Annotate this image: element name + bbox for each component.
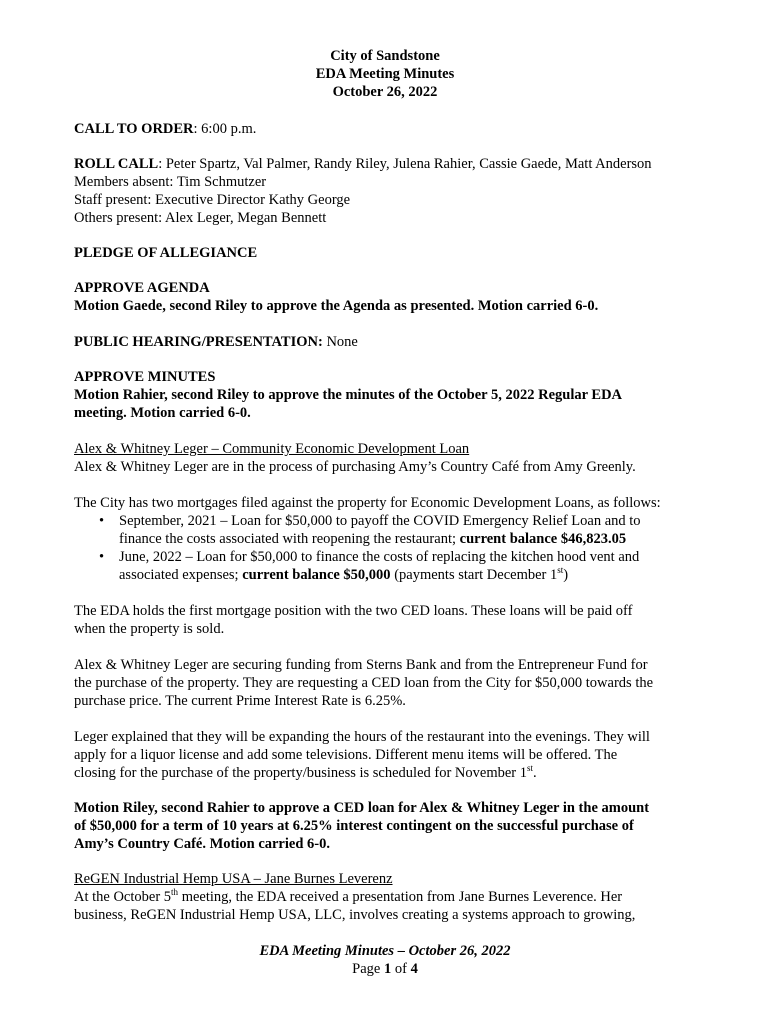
bullet2-sup: st [557,565,564,576]
footer-title: EDA Meeting Minutes – October 26, 2022 [259,943,511,959]
page-footer [0,942,770,978]
header-title: EDA Meeting Minutes [315,66,455,82]
bullet1-line2: finance the costs associated with reopening the restaurant; [119,531,460,547]
mortgages-intro: The City has two mortgages filed against the property for Economic Development Loans, as follows: [74,495,661,511]
leger-loan-motion [74,799,714,853]
call-to-order-label: CALL TO ORDER [74,121,194,137]
list-item [74,548,714,584]
approve-minutes-label: APPROVE MINUTES [74,369,216,385]
para2-line3: purchase price. The current Prime Interest Rate is 6.25%. [74,693,406,709]
bullet2-balance: current balance $50,000 [242,567,391,583]
list-item [74,512,714,548]
para3-line3: closing for the purchase of the property/business is scheduled for November 1 [74,765,528,781]
leger-motion-line1: Motion Riley, second Rahier to approve a CED loan for Alex & Whitney Leger in the amount [74,800,650,816]
regen-heading: ReGEN Industrial Hemp USA – Jane Burnes Leverenz [74,871,393,887]
page-prefix: Page [352,961,384,977]
leger-motion-line3: Amy’s Country Café. Motion carried 6-0. [74,836,330,852]
para1-line2: when the property is sold. [74,621,225,637]
roll-call [74,155,714,227]
document-header [0,47,770,101]
public-hearing-label: PUBLIC HEARING/PRESENTATION: [74,334,323,350]
pledge-heading: PLEDGE OF ALLEGIANCE [74,245,258,261]
para1-line1: The EDA holds the first mortgage position with the two CED loans. These loans will be paid off [74,603,633,619]
members-absent: Members absent: Tim Schmutzer [74,174,267,190]
page-number [0,960,770,978]
header-city: City of Sandstone [330,48,440,64]
bullet1-line1: September, 2021 – Loan for $50,000 to payoff the COVID Emergency Relief Loan and to [119,513,641,529]
roll-call-label: ROLL CALL [74,156,159,172]
leger-loan-intro: Alex & Whitney Leger are in the process of purchasing Amy’s Country Café from Amy Greenly. [74,459,636,475]
leger-loan-section [74,440,714,476]
mortgage-list [74,512,714,584]
leger-motion-line2: of $50,000 for a term of 10 years at 6.25% interest contingent on the successful purchase of [74,818,634,834]
regen-sup: th [171,887,179,898]
para3-line2: apply for a liquor license and add some televisions. Different menu items will be offered. The [74,747,618,763]
public-hearing-text: None [322,334,358,350]
regen-line2: business, ReGEN Industrial Hemp USA, LLC, involves creating a systems approach to growing, [74,907,636,923]
para3-line1: Leger explained that they will be expanding the hours of the restaurant into the evenings. They will [74,729,650,745]
staff-present: Staff present: Executive Director Kathy George [74,192,351,208]
public-hearing [74,333,714,351]
bullet1-balance: current balance $46,823.05 [459,531,627,547]
page-current: 1 [383,961,392,977]
call-to-order [74,120,714,138]
regen-section [74,870,714,924]
bullet2-line1: June, 2022 – Loan for $50,000 to finance the costs of replacing the kitchen hood vent and [119,549,640,565]
approve-minutes [74,368,714,422]
regen-line1: At the October 5 [74,889,172,905]
para2-line2: the purchase of the property. They are requesting a CED loan from the City for $50,000 towards the [74,675,654,691]
regen-line1-rest: meeting, the EDA received a presentation from Jane Burnes Leverence. Her [178,889,623,905]
approve-agenda-label: APPROVE AGENDA [74,280,210,296]
bullet2-payments: (payments start December 1 [390,567,558,583]
para-expansion [74,728,714,782]
approve-minutes-motion-2: meeting. Motion carried 6-0. [74,405,251,421]
approve-agenda-motion: Motion Gaede, second Riley to approve the Agenda as presented. Motion carried 6-0. [74,298,599,314]
para-first-mortgage [74,602,714,638]
para3-end: . [533,765,537,781]
page-total: 4 [410,961,418,977]
header-date: October 26, 2022 [332,84,438,100]
para2-line1: Alex & Whitney Leger are securing funding from Sterns Bank and from the Entrepreneur Fund for [74,657,648,673]
approve-minutes-motion-1: Motion Rahier, second Riley to approve the minutes of the October 5, 2022 Regular EDA [74,387,623,403]
bullet2-line2: associated expenses; [119,567,243,583]
leger-loan-heading: Alex & Whitney Leger – Community Economic Development Loan [74,441,470,457]
bullet-icon: • [99,549,105,565]
others-present: Others present: Alex Leger, Megan Bennett [74,210,327,226]
para3-sup: st [527,763,534,774]
roll-call-members: : Peter Spartz, Val Palmer, Randy Riley, Julena Rahier, Cassie Gaede, Matt Anderson [158,156,652,172]
bullet2-close: ) [563,567,569,583]
bullet-icon: • [99,513,105,529]
page-mid: of [391,961,411,977]
para-funding [74,656,714,710]
call-to-order-time: : 6:00 p.m. [193,121,257,137]
approve-agenda [74,279,714,315]
